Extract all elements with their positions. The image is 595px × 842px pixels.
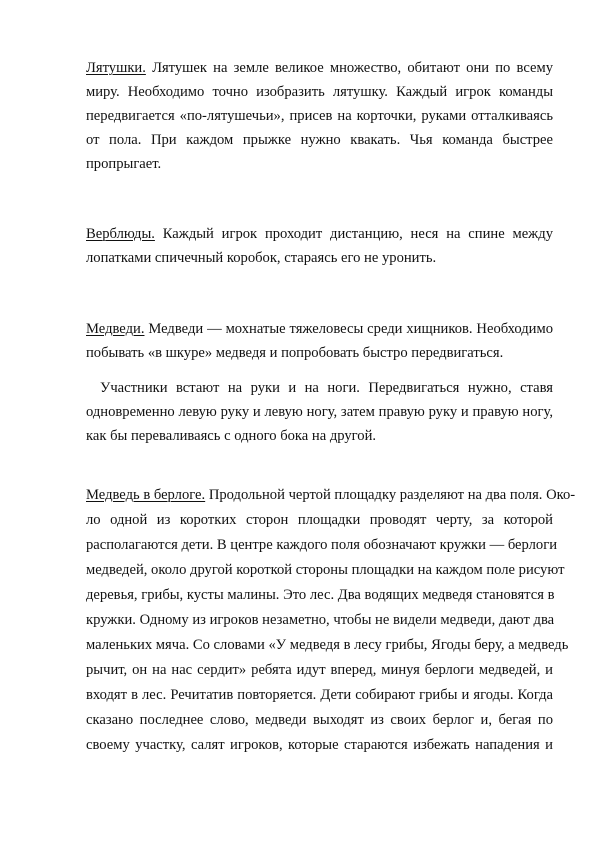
bear-in-den-line-6: кружки. Одному из игроков незаметно, чтобы не видели медведи, дают два xyxy=(86,612,555,628)
frogs-line-1 xyxy=(86,56,553,80)
bear-in-den-line-2: ло одной из коротких сторон площадки проводят черту, за которой xyxy=(86,512,553,528)
camels-line-1 xyxy=(86,222,553,246)
frogs-text: Лятушек на земле великое множество, обитают они по всему xyxy=(145,60,553,76)
bears-text: Медведи — мохнатые тяжеловесы среди хищников. Необходимо xyxy=(144,321,553,337)
camels-text: Каждый игрок проходит дистанцию, неся на спине между xyxy=(154,226,553,242)
bear-in-den-line-1 xyxy=(86,483,576,507)
bears-line-3: Участники встают на руки и на ноги. Передвигаться нужно, ставя xyxy=(100,380,553,396)
bears-heading: Медведи. xyxy=(86,321,145,337)
bear-in-den-line-11: своему участку, салят игроков, которые стараются избежать нападения и xyxy=(86,737,553,753)
bear-in-den-line-7: маленьких мяча. Со словами «У медведя в лесу грибы, Ягоды беру, а медведь xyxy=(86,637,569,653)
camels-line-2: лопатками спичечный коробок, стараясь его не уронить. xyxy=(86,250,437,266)
bear-in-den-text: Продольной чертой площадку разделяют на два поля. Око- xyxy=(205,487,576,503)
bears-line-4: одновременно левую руку и левую ногу, затем правую руку и правую ногу, xyxy=(86,404,553,420)
bear-in-den-line-5: деревья, грибы, кусты малины. Это лес. Два водящих медведя становятся в xyxy=(86,587,555,603)
bear-in-den-line-9: входят в лес. Речитатив повторяется. Дети собирают грибы и ягоды. Когда xyxy=(86,687,553,703)
frogs-line-5: пропрыгает. xyxy=(86,156,162,172)
frogs-line-3: передвигается «по-лятушечьи», присев на корточки, руками отталкиваясь xyxy=(86,108,553,124)
frogs-line-4: от пола. При каждом прыжке нужно квакать. Чья команда быстрее xyxy=(86,132,553,148)
bear-in-den-line-4: медведей, около другой короткой стороны площадки на каждом поле рисуют xyxy=(86,562,565,578)
frogs-line-2: миру. Необходимо точно изобразить лятушку. Каждый игрок команды xyxy=(86,84,553,100)
bears-line-1 xyxy=(86,317,553,341)
bear-in-den-heading: Медведь в берлоге. xyxy=(86,487,206,503)
bear-in-den-line-10: сказано последнее слово, медведи выходят из своих берлог и, бегая по xyxy=(86,712,553,728)
camels-heading: Верблюды. xyxy=(86,226,155,242)
bear-in-den-line-3: располагаются дети. В центре каждого поля обозначают кружки — берлоги xyxy=(86,537,558,553)
bears-line-2: побывать «в шкуре» медведя и попробовать быстро передвигаться. xyxy=(86,345,504,361)
frogs-heading: Лятушки. xyxy=(86,60,146,76)
bear-in-den-line-8: рычит, он на нас сердит» ребята идут вперед, минуя берлоги медведей, и xyxy=(86,662,553,678)
bears-line-5: как бы переваливаясь с одного бока на другой. xyxy=(86,428,377,444)
